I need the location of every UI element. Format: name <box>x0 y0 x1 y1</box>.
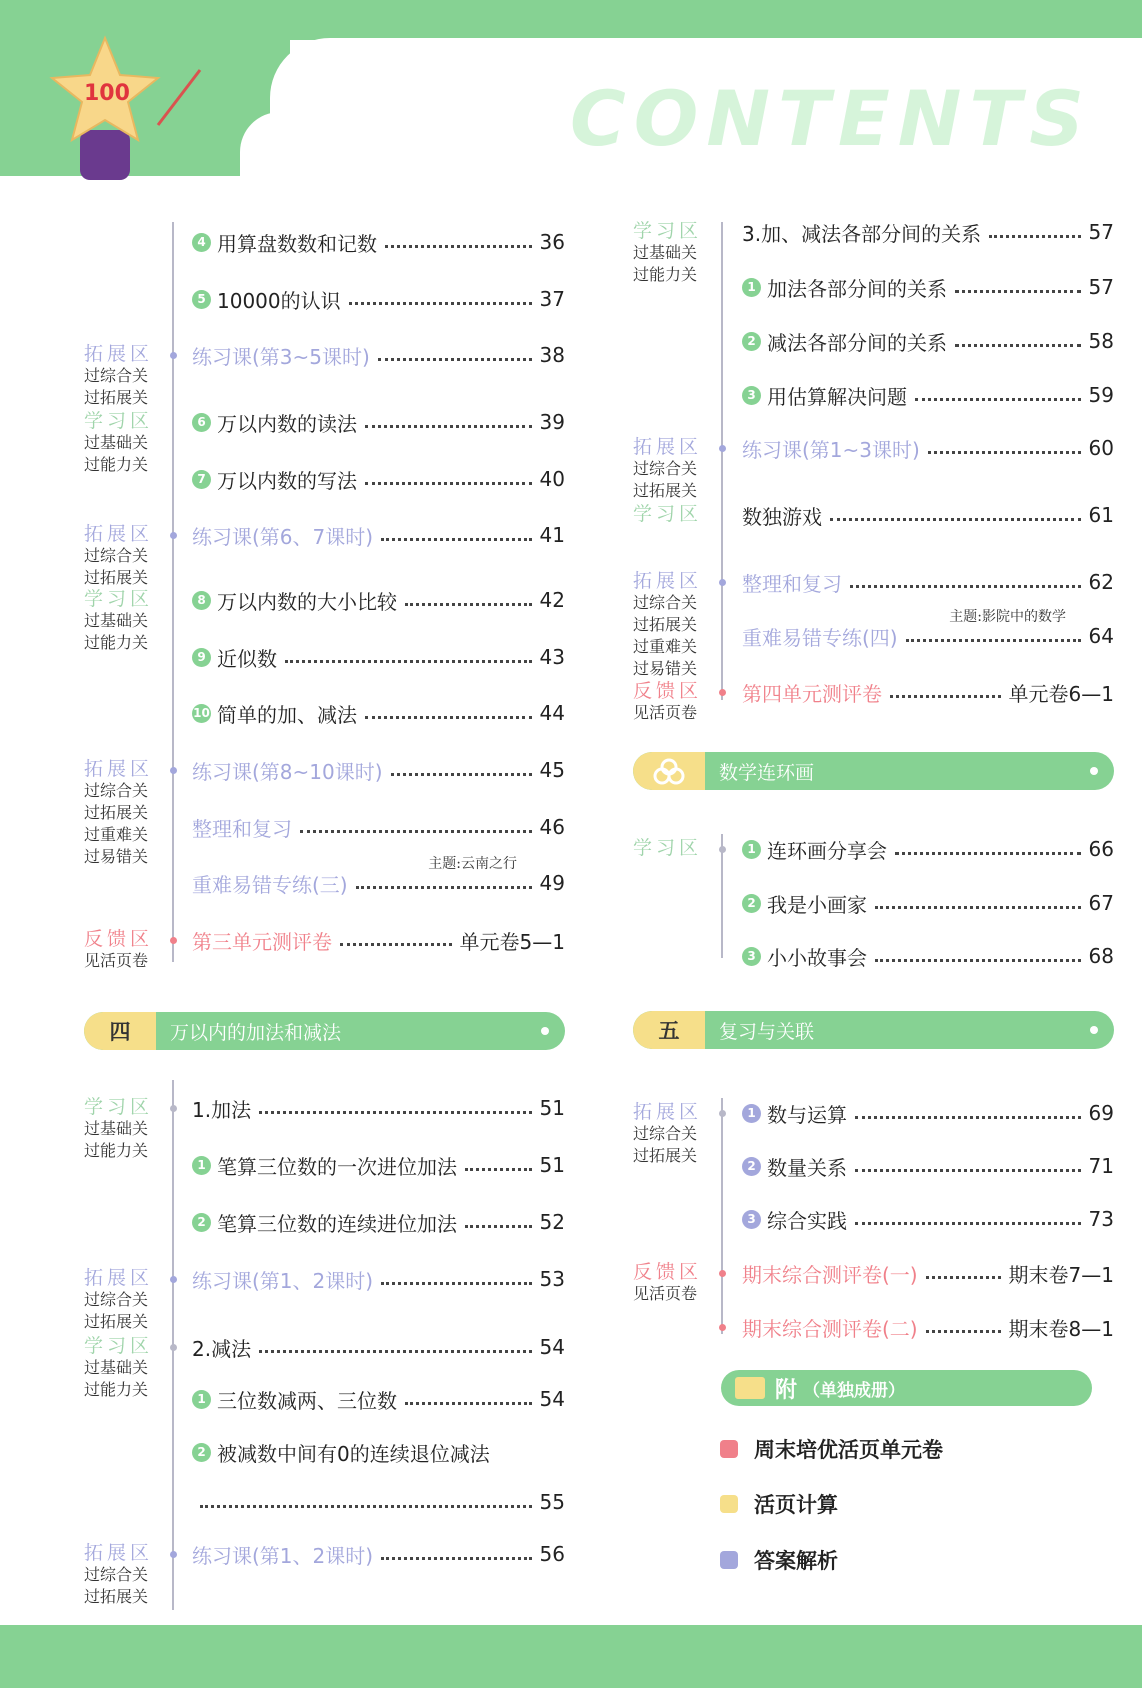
entry-title: 数与运算 <box>767 1102 847 1127</box>
toc-entry[interactable] <box>192 924 565 956</box>
zone-sub-label: 过基础关 <box>84 433 149 452</box>
entry-title: 加法各部分间的关系 <box>767 276 947 301</box>
zone-sub-label: 过拓展关 <box>84 1587 149 1606</box>
zone-sub-label: 过综合关 <box>84 1290 149 1309</box>
page-number: 46 <box>539 815 565 839</box>
zone-label: 反馈区 <box>84 928 154 950</box>
dot-leader <box>285 660 532 663</box>
page-number: 38 <box>539 343 565 367</box>
page-number: 39 <box>539 410 565 434</box>
page-number: 69 <box>1088 1101 1114 1125</box>
dot-leader <box>391 773 532 776</box>
appendix-banner <box>721 1370 1092 1406</box>
page-number: 单元卷5—1 <box>459 929 565 954</box>
dot-leader <box>259 1111 531 1114</box>
zone-label-group <box>633 220 713 286</box>
appendix-item[interactable] <box>720 1489 838 1519</box>
timeline-dot <box>170 352 177 359</box>
zone-sub-label: 过重难关 <box>633 637 698 656</box>
dot-leader <box>926 1276 1001 1279</box>
entry-title: 被减数中间有0的连续退位减法 <box>217 1441 490 1466</box>
zone-label-group <box>633 436 713 502</box>
toc-entry[interactable] <box>192 226 565 258</box>
entry-title: 三位数减两、三位数 <box>217 1388 397 1413</box>
zone-label-group <box>84 1096 164 1162</box>
entry-title: 2.减法 <box>192 1336 252 1361</box>
zone-sub-label: 过基础关 <box>84 1119 149 1138</box>
toc-entry[interactable] <box>192 811 565 843</box>
timeline-dot <box>719 579 726 586</box>
zone-label: 学习区 <box>84 1335 154 1357</box>
number-badge-icon: 1 <box>192 1156 211 1175</box>
dot-leader <box>855 1169 1081 1172</box>
zone-sub-label: 过综合关 <box>633 1124 698 1143</box>
zone-label: 拓展区 <box>633 436 703 458</box>
zone-label-group <box>633 570 713 680</box>
entry-title: 练习课(第1、2课时) <box>192 1543 374 1568</box>
page-number: 59 <box>1088 383 1114 407</box>
entry-title: 小小故事会 <box>767 945 867 970</box>
page-number: 43 <box>539 645 565 669</box>
entry-title: 简单的加、减法 <box>217 702 357 727</box>
zone-label: 学习区 <box>633 503 703 525</box>
toc-entry[interactable] <box>742 325 1114 357</box>
dot-leader <box>365 482 532 485</box>
dot-leader <box>855 1116 1081 1119</box>
lightbulb-icon <box>720 1495 738 1513</box>
page-number: 37 <box>539 287 565 311</box>
toc-entry[interactable] <box>742 1311 1114 1343</box>
page-number: 41 <box>539 523 565 547</box>
toc-entry[interactable] <box>192 1436 565 1468</box>
number-badge-icon: 10 <box>192 704 211 723</box>
banner-dot <box>1090 767 1098 775</box>
page-number: 57 <box>1088 220 1114 244</box>
zone-label: 拓展区 <box>84 343 154 365</box>
zone-sub-label: 过易错关 <box>633 659 698 678</box>
page-number: 62 <box>1088 570 1114 594</box>
page-number: 60 <box>1088 436 1114 460</box>
mascot-text: 100 <box>84 81 130 106</box>
toc-entry[interactable] <box>742 379 1114 411</box>
page-number: 64 <box>1088 624 1114 648</box>
toc-entry[interactable] <box>742 887 1114 919</box>
zone-label: 学习区 <box>84 588 154 610</box>
timeline-dot <box>170 1551 177 1558</box>
zone-sub-label: 过能力关 <box>84 1141 149 1160</box>
dot-leader <box>890 695 1001 698</box>
toc-entry[interactable] <box>742 940 1114 972</box>
page-number: 45 <box>539 758 565 782</box>
entry-title: 3.加、减法各部分间的关系 <box>742 221 982 246</box>
entry-title: 综合实践 <box>767 1208 847 1233</box>
toc-entry[interactable] <box>742 676 1114 708</box>
page-number: 44 <box>539 701 565 725</box>
zone-label-group <box>633 1261 713 1305</box>
entry-title: 万以内数的写法 <box>217 468 357 493</box>
star-mascot-icon <box>40 30 210 180</box>
toc-entry[interactable] <box>192 339 565 371</box>
dot-leader <box>989 235 1080 238</box>
page-number: 61 <box>1088 503 1114 527</box>
entry-title: 数量关系 <box>767 1155 847 1180</box>
page-number: 68 <box>1088 944 1114 968</box>
toc-entry[interactable] <box>192 1206 565 1238</box>
toc-entry[interactable] <box>192 1486 565 1518</box>
zone-sub-label: 过综合关 <box>84 781 149 800</box>
timeline-dot <box>719 1110 726 1117</box>
contents-title: CONTENTS <box>570 74 1092 163</box>
entry-title: 练习课(第6、7课时) <box>192 524 374 549</box>
zone-label-group <box>633 680 713 724</box>
timeline-dot <box>170 767 177 774</box>
zone-sub-label: 过能力关 <box>84 455 149 474</box>
dot-leader <box>926 1330 1001 1333</box>
entry-title: 整理和复习 <box>192 816 292 841</box>
entry-title: 期末综合测评卷(二) <box>742 1316 918 1341</box>
zone-label: 拓展区 <box>633 570 703 592</box>
dot-leader <box>875 959 1081 962</box>
page-number: 期末卷7—1 <box>1008 1262 1114 1287</box>
timeline-dot <box>719 689 726 696</box>
page-number: 67 <box>1088 891 1114 915</box>
toc-entry[interactable] <box>742 609 1114 652</box>
dot-leader <box>356 886 532 889</box>
entry-title: 第四单元测评卷 <box>742 681 882 706</box>
zone-sub-label: 过拓展关 <box>84 388 149 407</box>
entry-title: 数独游戏 <box>742 504 822 529</box>
banner-dot <box>1090 1026 1098 1034</box>
toc-entry[interactable] <box>192 1538 565 1570</box>
zone-label-group <box>84 1267 164 1333</box>
toc-entry[interactable] <box>742 271 1114 303</box>
appendix-item-title: 周末培优活页单元卷 <box>754 1438 943 1462</box>
toc-entry[interactable] <box>192 1331 565 1363</box>
timeline-dot <box>170 532 177 539</box>
dot-leader <box>850 585 1081 588</box>
entry-title: 笔算三位数的连续进位加法 <box>217 1211 457 1236</box>
entry-title: 万以内数的读法 <box>217 411 357 436</box>
zone-sub-label: 过拓展关 <box>84 1312 149 1331</box>
zone-label: 学习区 <box>84 1096 154 1118</box>
zone-label: 拓展区 <box>84 758 154 780</box>
dot-leader <box>381 1557 531 1560</box>
number-badge-icon: 2 <box>192 1443 211 1462</box>
dot-leader <box>365 716 532 719</box>
zone-sub-label: 见活页卷 <box>633 1284 698 1303</box>
page-number: 36 <box>539 230 565 254</box>
page-number: 66 <box>1088 837 1114 861</box>
theme-note: 主题:云南之行 <box>428 856 517 872</box>
entry-title: 减法各部分间的关系 <box>767 330 947 355</box>
appendix-label: 附 <box>775 1377 798 1403</box>
zone-label-group <box>84 410 164 476</box>
timeline-dot <box>170 937 177 944</box>
zone-label-group <box>84 343 164 409</box>
zone-label-group <box>633 837 713 859</box>
unit-number: 四 <box>84 1012 156 1050</box>
zone-sub-label: 过拓展关 <box>84 803 149 822</box>
number-badge-icon: 1 <box>742 840 761 859</box>
dot-leader <box>200 1505 532 1508</box>
number-badge-icon: 7 <box>192 470 211 489</box>
toc-entry[interactable] <box>192 754 565 786</box>
number-badge-icon: 9 <box>192 648 211 667</box>
zone-label-group <box>84 523 164 589</box>
dot-leader <box>259 1350 531 1353</box>
page-number: 42 <box>539 588 565 612</box>
checklist-icon <box>720 1551 738 1569</box>
zone-sub-label: 过能力关 <box>84 633 149 652</box>
toc-entry[interactable] <box>742 216 1114 248</box>
timeline-dot <box>170 1105 177 1112</box>
zone-sub-label: 过重难关 <box>84 825 149 844</box>
dot-leader <box>349 302 532 305</box>
zone-label-group <box>633 1101 713 1167</box>
page-number: 40 <box>539 467 565 491</box>
entry-title: 10000的认识 <box>217 288 341 313</box>
page-number: 期末卷8—1 <box>1008 1316 1114 1341</box>
page-number: 49 <box>539 871 565 895</box>
zone-sub-label: 过易错关 <box>84 847 149 866</box>
toc-entry[interactable] <box>742 1203 1114 1235</box>
entry-title: 笔算三位数的一次进位加法 <box>217 1154 457 1179</box>
zone-sub-label: 过拓展关 <box>633 615 698 634</box>
timeline-dot <box>719 1324 726 1331</box>
number-badge-icon: 1 <box>742 1104 761 1123</box>
zone-label: 拓展区 <box>84 1542 154 1564</box>
dot-leader <box>830 518 1081 521</box>
page-number: 54 <box>539 1387 565 1411</box>
entry-title: 重难易错专练(四) <box>742 625 898 650</box>
page-number: 58 <box>1088 329 1114 353</box>
dot-leader <box>895 852 1081 855</box>
bottom-green-band <box>0 1625 1142 1688</box>
entry-title: 期末综合测评卷(一) <box>742 1262 918 1287</box>
entry-title: 1.加法 <box>192 1097 252 1122</box>
timeline-dot <box>719 445 726 452</box>
unit-title: 复习与关联 <box>719 1020 815 1043</box>
number-badge-icon: 3 <box>742 1210 761 1229</box>
number-badge-icon: 6 <box>192 413 211 432</box>
dot-leader <box>340 943 452 946</box>
page-number: 53 <box>539 1267 565 1291</box>
dot-leader <box>381 538 531 541</box>
dot-leader <box>928 451 1081 454</box>
appendix-item[interactable] <box>720 1545 838 1575</box>
dot-leader <box>915 398 1081 401</box>
timeline-dot <box>170 1344 177 1351</box>
appendix-item-title: 答案解析 <box>754 1549 838 1573</box>
zone-label: 学习区 <box>633 837 703 859</box>
timeline-dot <box>170 1276 177 1283</box>
number-badge-icon: 1 <box>742 278 761 297</box>
toc-entry[interactable] <box>742 1257 1114 1289</box>
page-number: 57 <box>1088 275 1114 299</box>
toc-entry[interactable] <box>742 499 1114 531</box>
dot-leader <box>381 1282 531 1285</box>
toc-entry[interactable] <box>192 406 565 438</box>
toc-entry[interactable] <box>742 1150 1114 1182</box>
dot-leader <box>906 639 1081 642</box>
toc-entry[interactable] <box>192 697 565 729</box>
dot-leader <box>465 1225 532 1228</box>
zone-label: 反馈区 <box>633 680 703 702</box>
dot-leader <box>875 906 1081 909</box>
zone-label: 拓展区 <box>84 523 154 545</box>
number-badge-icon: 8 <box>192 591 211 610</box>
number-badge-icon: 3 <box>742 947 761 966</box>
number-badge-icon: 3 <box>742 386 761 405</box>
zone-label-group <box>633 503 713 525</box>
zone-sub-label: 过综合关 <box>84 546 149 565</box>
entry-title: 万以内数的大小比较 <box>217 589 397 614</box>
number-badge-icon: 4 <box>192 233 211 252</box>
zone-sub-label: 见活页卷 <box>633 703 698 722</box>
appendix-item[interactable] <box>720 1434 943 1464</box>
unit-title: 万以内的加法和减法 <box>170 1021 342 1044</box>
page-number: 55 <box>539 1490 565 1514</box>
toc-entry[interactable] <box>192 1092 565 1124</box>
entry-title: 练习课(第1~3课时) <box>742 437 920 462</box>
dot-leader <box>855 1222 1081 1225</box>
zone-sub-label: 过拓展关 <box>633 481 698 500</box>
zone-sub-label: 见活页卷 <box>84 951 149 970</box>
toc-entry[interactable] <box>192 641 565 673</box>
toc-entry[interactable] <box>192 519 565 551</box>
dot-leader <box>465 1168 532 1171</box>
zone-label: 反馈区 <box>633 1261 703 1283</box>
entry-title: 练习课(第3~5课时) <box>192 344 370 369</box>
dot-leader <box>955 344 1081 347</box>
page-number: 71 <box>1088 1154 1114 1178</box>
toc-entry[interactable] <box>192 283 565 315</box>
entry-title: 连环画分享会 <box>767 838 887 863</box>
comic-title: 数学连环画 <box>719 761 815 784</box>
number-badge-icon: 2 <box>742 894 761 913</box>
dot-leader <box>405 603 532 606</box>
page-number: 52 <box>539 1210 565 1234</box>
zone-label-group <box>84 1335 164 1401</box>
timeline-right-top <box>721 222 723 700</box>
dot-leader <box>385 245 532 248</box>
toc-entry[interactable] <box>192 584 565 616</box>
dot-leader <box>300 830 532 833</box>
toc-entry[interactable] <box>192 1149 565 1181</box>
zone-label-group <box>84 1542 164 1608</box>
toc-entry[interactable] <box>192 463 565 495</box>
page-number: 56 <box>539 1542 565 1566</box>
appendix-item-title: 活页计算 <box>754 1493 838 1517</box>
dot-leader <box>955 290 1081 293</box>
number-badge-icon: 2 <box>192 1213 211 1232</box>
zone-label: 拓展区 <box>84 1267 154 1289</box>
zone-sub-label: 过拓展关 <box>633 1146 698 1165</box>
toc-entry[interactable] <box>192 1383 565 1415</box>
number-badge-icon: 1 <box>192 1390 211 1409</box>
unit-4-banner[interactable] <box>84 1012 565 1050</box>
number-badge-icon: 5 <box>192 290 211 309</box>
timeline-dot <box>719 1270 726 1277</box>
page-number: 51 <box>539 1153 565 1177</box>
book-icon <box>735 1377 765 1399</box>
zone-label: 学习区 <box>84 410 154 432</box>
zone-sub-label: 过基础关 <box>84 611 149 630</box>
calendar-icon <box>720 1440 738 1458</box>
entry-title: 第三单元测评卷 <box>192 929 332 954</box>
timeline-right-bottom <box>721 1098 723 1334</box>
entry-title: 重难易错专练(三) <box>192 872 348 897</box>
zone-sub-label: 过综合关 <box>84 1565 149 1584</box>
page-number: 73 <box>1088 1207 1114 1231</box>
zone-sub-label: 过拓展关 <box>84 568 149 587</box>
timeline-dot <box>719 846 726 853</box>
zone-sub-label: 过综合关 <box>633 593 698 612</box>
zone-sub-label: 过能力关 <box>84 1380 149 1399</box>
number-badge-icon: 2 <box>742 332 761 351</box>
zone-label-group <box>84 588 164 654</box>
page-number: 54 <box>539 1335 565 1359</box>
number-badge-icon: 2 <box>742 1157 761 1176</box>
zone-label: 拓展区 <box>633 1101 703 1123</box>
zone-sub-label: 过基础关 <box>84 1358 149 1377</box>
toc-entry[interactable] <box>192 1263 565 1295</box>
page-number: 单元卷6—1 <box>1008 681 1114 706</box>
trefoil-icon <box>633 752 705 790</box>
zone-sub-label: 过基础关 <box>633 243 698 262</box>
banner-dot <box>541 1027 549 1035</box>
toc-entry[interactable] <box>742 1097 1114 1129</box>
entry-title: 用估算解决问题 <box>767 384 907 409</box>
entry-title: 我是小画家 <box>767 892 867 917</box>
dot-leader <box>405 1402 532 1405</box>
dot-leader <box>365 425 532 428</box>
toc-entry[interactable] <box>192 856 565 899</box>
zone-label-group <box>84 928 164 972</box>
toc-entry[interactable] <box>742 833 1114 865</box>
toc-entry[interactable] <box>742 432 1114 464</box>
zone-label-group <box>84 758 164 868</box>
entry-title: 近似数 <box>217 646 277 671</box>
page-number: 51 <box>539 1096 565 1120</box>
unit-5-banner[interactable] <box>633 1011 1114 1049</box>
zone-sub-label: 过能力关 <box>633 265 698 284</box>
unit-number: 五 <box>633 1011 705 1049</box>
zone-sub-label: 过综合关 <box>84 366 149 385</box>
timeline-left-top <box>172 222 174 962</box>
toc-entry[interactable] <box>742 566 1114 598</box>
entry-title: 练习课(第8~10课时) <box>192 759 383 784</box>
entry-title: 用算盘数数和记数 <box>217 231 377 256</box>
theme-note: 主题:影院中的数学 <box>949 609 1066 625</box>
entry-title: 整理和复习 <box>742 571 842 596</box>
zone-sub-label: 过综合关 <box>633 459 698 478</box>
dot-leader <box>378 358 532 361</box>
zone-label: 学习区 <box>633 220 703 242</box>
appendix-sub: （单独成册） <box>803 1380 906 1401</box>
comic-banner[interactable] <box>633 752 1114 790</box>
entry-title: 练习课(第1、2课时) <box>192 1268 374 1293</box>
